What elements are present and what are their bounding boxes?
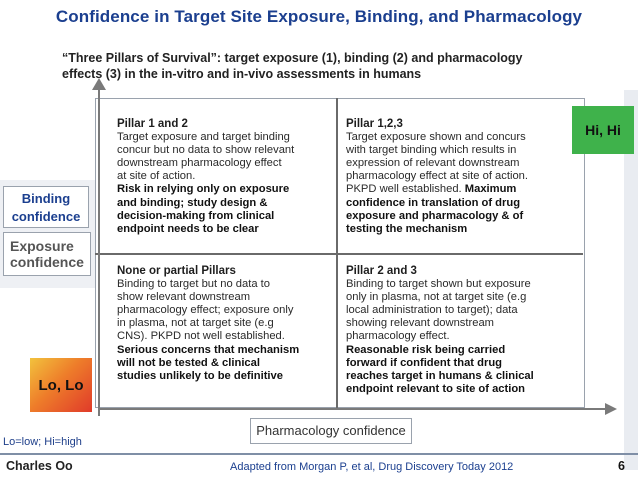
quadrant-heading: Pillar 1 and 2 (117, 118, 188, 130)
quadrant-text: Target exposure and target binding (117, 131, 290, 144)
quadrant-bottom-right (346, 265, 534, 396)
quadrant-text: expression of relevant downstream (346, 157, 520, 170)
slide-title: Confidence in Target Site Exposure, Binding, and Pharmacology (55, 7, 583, 26)
footer-divider (0, 453, 638, 455)
quadrant-risk-text: studies unlikely to be definitive (117, 369, 283, 382)
quadrant-bottom-left (117, 265, 299, 383)
slide-number: 6 (618, 459, 625, 473)
quadrant-text: Binding to target but no data to (117, 278, 271, 291)
quadrant-risk-text: Risk in relying only on exposure (117, 183, 290, 196)
quadrant-top-left (117, 118, 294, 236)
quadrant-risk-text: will not be tested & clinical (117, 356, 260, 369)
quadrant-risk-text: and binding; study design & (117, 196, 268, 209)
axis-label-line: Binding (21, 191, 71, 206)
hi-hi-corner-label: Hi, Hi (572, 106, 634, 154)
axis-label-line: Exposure (10, 238, 74, 254)
x-axis-arrow-icon (605, 403, 617, 415)
quadrant-heading: None or partial Pillars (117, 265, 236, 277)
quadrant-risk-text: Serious concerns that mechanism (117, 343, 300, 356)
quadrant-text: concur but no data to show relevant (117, 144, 295, 157)
quadrant-risk-text: exposure and pharmacology & of (346, 209, 524, 222)
quadrant-text: pharmacology effect. (346, 330, 450, 343)
subtitle-line: “Three Pillars of Survival”: target exposure (1), binding (2) and pharmacology (62, 51, 523, 65)
quadrant-text: Binding to target shown but exposure (346, 278, 531, 291)
y-axis-arrow-icon (92, 78, 106, 90)
quadrant-text: showing relevant downstream (346, 317, 494, 330)
quadrant-text: local administration to target); data (346, 304, 518, 317)
quadrant-text: pharmacology effect; exposure only (117, 304, 294, 317)
quadrant-risk-text: confidence in translation of drug (346, 196, 521, 209)
subtitle-line: effects (3) in the in-vitro and in-vivo assessments in humans (62, 67, 422, 81)
horizontal-divider (95, 253, 583, 255)
axis-label-line: confidence (10, 254, 84, 270)
quadrant-top-right (346, 118, 528, 236)
quadrant-text: downstream pharmacology effect (117, 157, 282, 170)
quadrant-text: Target exposure shown and concurs (346, 131, 526, 144)
quadrant-text: in plasma, not at target site (e.g (117, 317, 274, 330)
binding-confidence-label (3, 186, 89, 228)
quadrant-heading: Pillar 1,2,3 (346, 118, 403, 130)
quadrant-text: with target binding which results in (346, 144, 517, 157)
footer-author: Charles Oo (6, 459, 73, 473)
quadrant-text: at site of action. (117, 170, 196, 183)
legend-note: Lo=low; Hi=high (3, 436, 82, 448)
quadrant-risk-text: forward if confident that drug (346, 356, 502, 369)
quadrant-text: pharmacology effect at site of action. (346, 170, 529, 183)
slide-subtitle (62, 50, 602, 82)
quadrant-text: PKPD well established. Maximum (346, 183, 517, 196)
quadrant-risk-text: decision-making from clinical (117, 209, 275, 222)
footer-source: Adapted from Morgan P, et al, Drug Discovery Today 2012 (230, 461, 514, 473)
exposure-confidence-label (3, 232, 91, 276)
quadrant-risk-text: testing the mechanism (346, 222, 468, 235)
lo-lo-corner-label: Lo, Lo (30, 358, 92, 412)
quadrant-risk-text: reaches target in humans & clinical (346, 369, 534, 382)
axis-label-line: confidence (11, 209, 81, 224)
quadrant-text: only in plasma, not at target site (e.g (346, 291, 527, 304)
x-axis-line (98, 408, 608, 410)
y-axis-line (98, 86, 100, 416)
quadrant-text: CNS). PKPD not well established. (117, 330, 285, 343)
quadrant-risk-text: Reasonable risk being carried (346, 343, 506, 356)
quadrant-risk-text: endpoint needs to be clear (117, 222, 259, 235)
quadrant-text: show relevant downstream (117, 291, 251, 304)
pharmacology-confidence-label: Pharmacology confidence (250, 418, 412, 444)
quadrant-risk-text: endpoint relevant to site of action (346, 382, 526, 395)
quadrant-heading: Pillar 2 and 3 (346, 265, 417, 277)
